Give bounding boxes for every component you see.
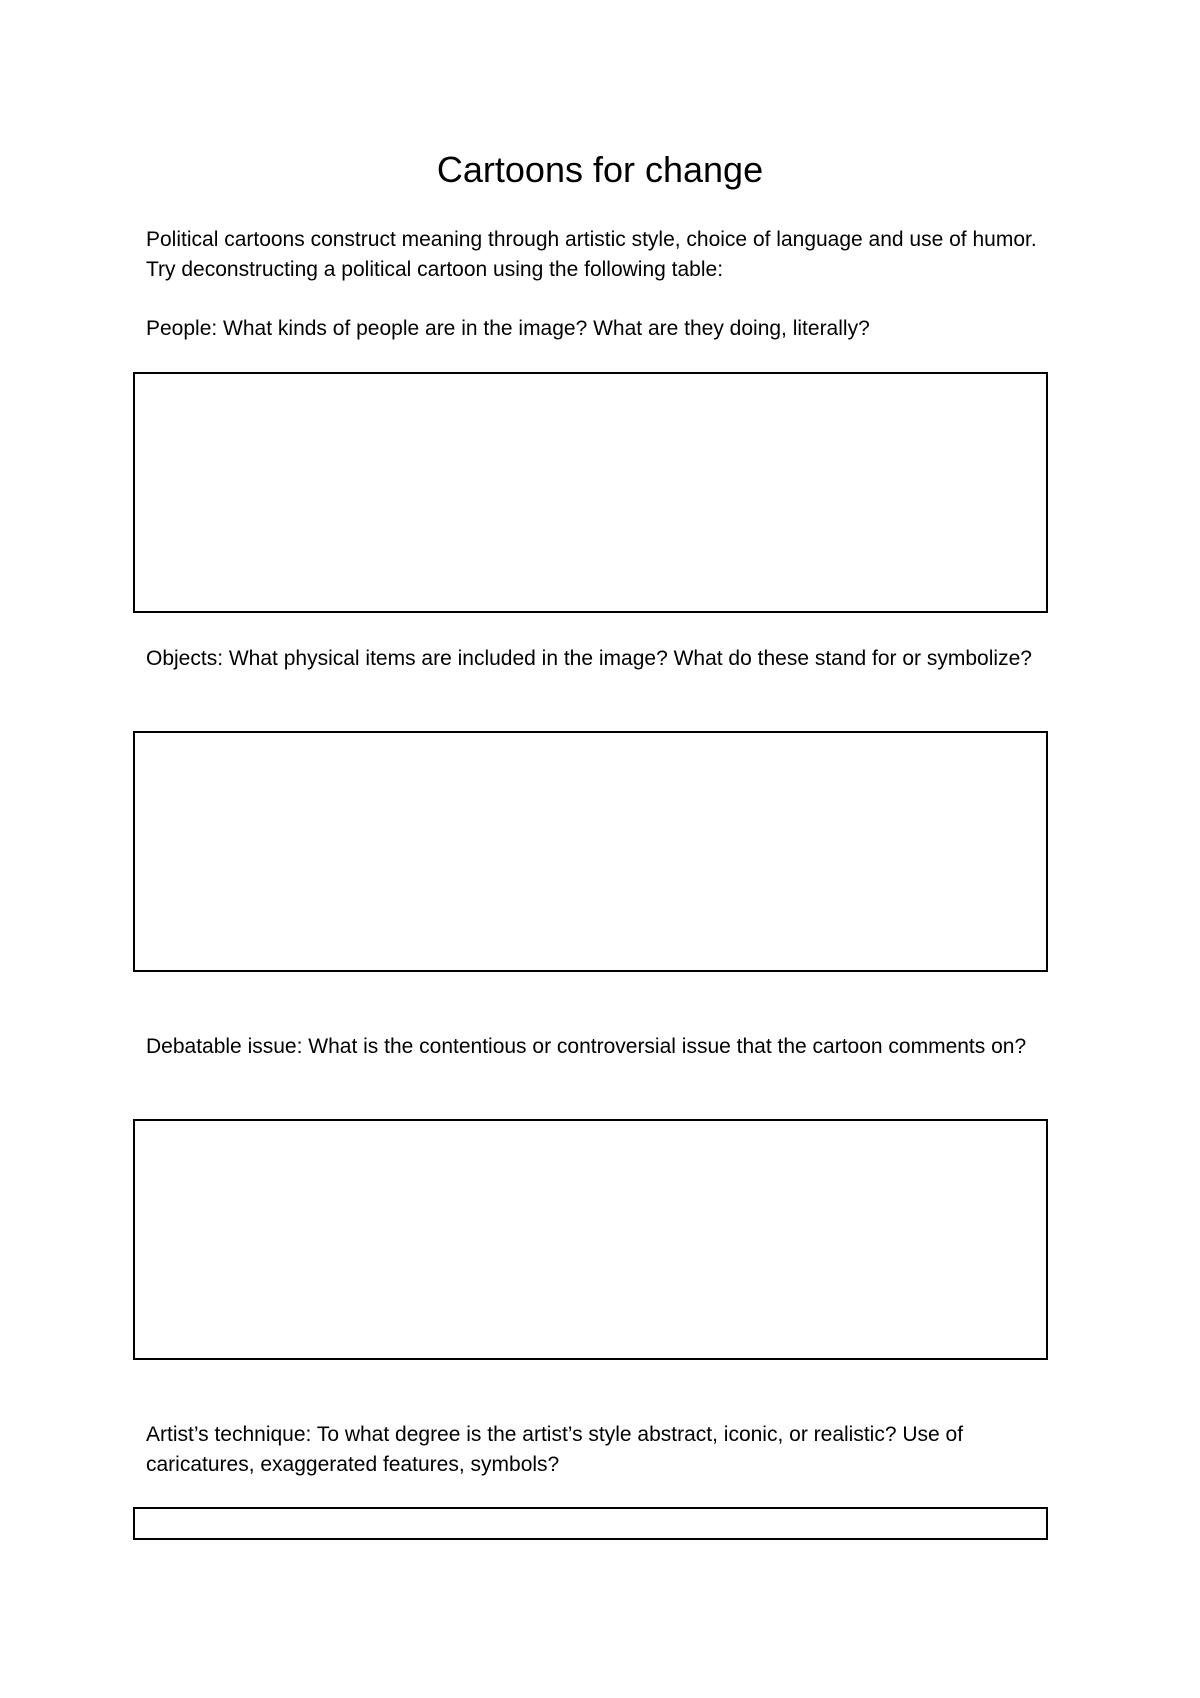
objects-prompt: Objects: What physical items are included in the image? What do these stand for or symbolize? — [146, 647, 1032, 670]
debatable-issue-prompt: Debatable issue: What is the contentious or controversial issue that the cartoon comments on? — [146, 1035, 1027, 1058]
intro-paragraph: Political cartoons construct meaning through artistic style, choice of language and use of humor. Try deconstructing a political cartoon using the following table: — [146, 228, 1037, 281]
artist-technique-prompt: Artist’s technique: To what degree is the artist’s style abstract, iconic, or realistic? Use of caricatures, exaggerated features, symbols? — [146, 1423, 964, 1476]
objects-answer-box[interactable] — [133, 731, 1048, 972]
artist-technique-answer-box[interactable] — [133, 1507, 1048, 1540]
people-prompt: People: What kinds of people are in the image? What are they doing, literally? — [146, 317, 870, 340]
debatable-issue-answer-box[interactable] — [133, 1119, 1048, 1360]
page-title: Cartoons for change — [436, 149, 764, 190]
people-answer-box[interactable] — [133, 372, 1048, 613]
